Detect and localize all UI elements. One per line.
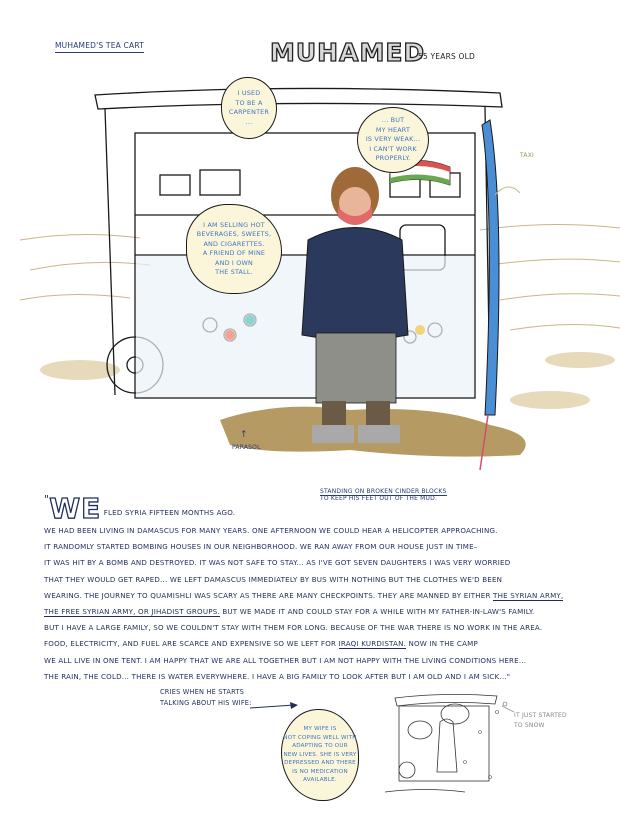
cinder-note-line-2: TO KEEP HIS FEET OUT OF THE MUD. <box>320 495 438 502</box>
story-underlined-segment: THE SYRIAN ARMY, <box>493 590 564 600</box>
story-line-11: THE RAIN, THE COLD... THERE IS WATER EVERYWHERE. I HAVE A BIG FAMILY TO LOOK AFTER BUT I AM OLD AND I AM SICK..." <box>44 671 511 681</box>
bubble-line: A FRIEND OF MINE <box>202 249 266 257</box>
snow-cart-sketch <box>385 692 515 812</box>
story-text-segment: NOW IN THE CAMP <box>408 639 478 649</box>
story-text-segment: WEARING. THE JOURNEY TO QUAMISHLI WAS SCARY AS THERE ARE MANY CHECKPOINTS. THEY ARE MANNED BY EITHER <box>44 590 491 600</box>
bubble-line: MY HEART <box>375 125 411 134</box>
bubble-line: MY WIFE IS <box>303 726 337 733</box>
story-line-4: IT WAS HIT BY A BOMB AND DESTROYED. IT WAS NOT SAFE TO STAY... AS I'VE GOT SEVEN DAUGHTERS I WAS VERY WORRIED <box>44 558 511 568</box>
arrow-left-icon <box>500 704 514 714</box>
bubble-line: ADAPTING TO OUR <box>292 743 348 750</box>
story-text-segment: BUT WE MADE IT AND COULD STAY FOR A WHILE WITH MY FATHER-IN-LAW'S FAMILY. <box>222 607 535 617</box>
bubble-line: ... BUT <box>381 116 405 125</box>
bubble-line: CARPENTER <box>228 108 270 116</box>
age-label: 55 YEARS OLD <box>418 52 475 61</box>
bubble-line: AVAILABLE. <box>303 777 337 784</box>
story-text-segment: FLED SYRIA FIFTEEN MONTHS AGO. <box>103 508 236 517</box>
bubble-line: BEVERAGES, SWEETS, <box>196 230 272 238</box>
page-title: MUHAMED <box>270 38 426 67</box>
bubble-line: I USED <box>237 89 261 97</box>
story-underlined-segment: IRAQI KURDISTAN. <box>338 639 407 649</box>
bubble-line: THE STALL. <box>215 268 253 276</box>
tea-cart-caption: MUHAMED'S TEA CART <box>55 41 144 53</box>
speech-bubble-carpenter <box>221 77 277 139</box>
speech-bubble-wife <box>281 709 359 801</box>
taxi-label: TAXI <box>520 152 534 159</box>
story-line-8: BUT I HAVE A LARGE FAMILY, SO WE COULDN'T STAY WITH THEM FOR LONG. BECAUSE OF THE WAR THERE IS NO WORK IN THE AREA. <box>44 623 543 633</box>
bubble-line: PROPERLY. <box>375 154 411 163</box>
story-text <box>44 492 604 685</box>
story-line-1 <box>44 492 604 523</box>
speech-bubble-heart <box>357 107 429 173</box>
bubble-line: DEPRESSED AND THERE <box>284 760 356 767</box>
story-underlined-segment: THE FREE SYRIAN ARMY, OR JIHADIST GROUPS. <box>44 607 220 617</box>
story-line-10: WE ALL LIVE IN ONE TENT. I AM HAPPY THAT WE ARE ALL TOGETHER BUT I AM NOT HAPPY WITH THE LIVING CONDITIONS HERE... <box>44 655 527 665</box>
cries-line-1: CRIES WHEN HE STARTS <box>160 688 244 696</box>
snow-note <box>514 711 567 731</box>
bubble-line: IS VERY WEAK... <box>365 135 421 144</box>
story-text-segment: FOOD, ELECTRICITY, AND FUEL ARE SCARCE AND EXPENSIVE SO WE LEFT FOR <box>44 639 337 649</box>
story-line-7 <box>44 604 604 620</box>
snow-line-2: TO SNOW <box>514 722 545 729</box>
bubble-line: NEW LIVES. SHE IS VERY <box>283 751 357 758</box>
story-line-2: WE HAD BEEN LIVING IN DAMASCUS FOR MANY YEARS. ONE AFTERNOON WE COULD HEAR A HELICOPTER APPROACHING. <box>44 526 498 535</box>
snow-line-1: IT JUST STARTED <box>514 712 567 719</box>
parasol-label: PARASOL <box>232 444 261 451</box>
cinder-note-line-1: STANDING ON BROKEN CINDER BLOCKS <box>320 488 447 495</box>
story-line-9 <box>44 636 604 652</box>
bubble-line: I AM SELLING HOT <box>203 220 265 229</box>
bubble-line: NOT COPING WELL WITH <box>283 734 357 741</box>
drop-cap-we: WE <box>49 492 102 525</box>
bubble-line: IS NO MEDICATION <box>292 768 348 775</box>
open-quote: " <box>44 493 50 506</box>
tea-cart-illustration <box>90 75 520 495</box>
story-line-6 <box>44 588 604 604</box>
bubble-line: TO BE A <box>235 98 263 107</box>
arrow-right-icon <box>250 702 300 712</box>
bubble-line: ... <box>245 117 253 126</box>
bubble-line: AND CIGARETTES. <box>203 239 265 248</box>
cries-note <box>160 687 252 708</box>
story-line-3: IT RANDOMLY STARTED BOMBING HOUSES IN OUR NEIGHBORHOOD. WE RAN AWAY FROM OUR HOUSE JUST IN TIME– <box>44 542 478 552</box>
bubble-line: I CAN'T WORK <box>369 144 417 153</box>
speech-bubble-selling <box>186 204 282 294</box>
story-line-5: THAT THEY WOULD GET RAPED... WE LEFT DAMASCUS IMMEDIATELY BY BUS WITH NOTHING BUT THE CLOTHES WE'D BEEN <box>44 574 503 584</box>
cries-line-2: TALKING ABOUT HIS WIFE: <box>160 698 252 707</box>
bubble-line: AND I OWN <box>215 258 253 267</box>
arrow-up-icon: ↑ <box>240 430 248 440</box>
